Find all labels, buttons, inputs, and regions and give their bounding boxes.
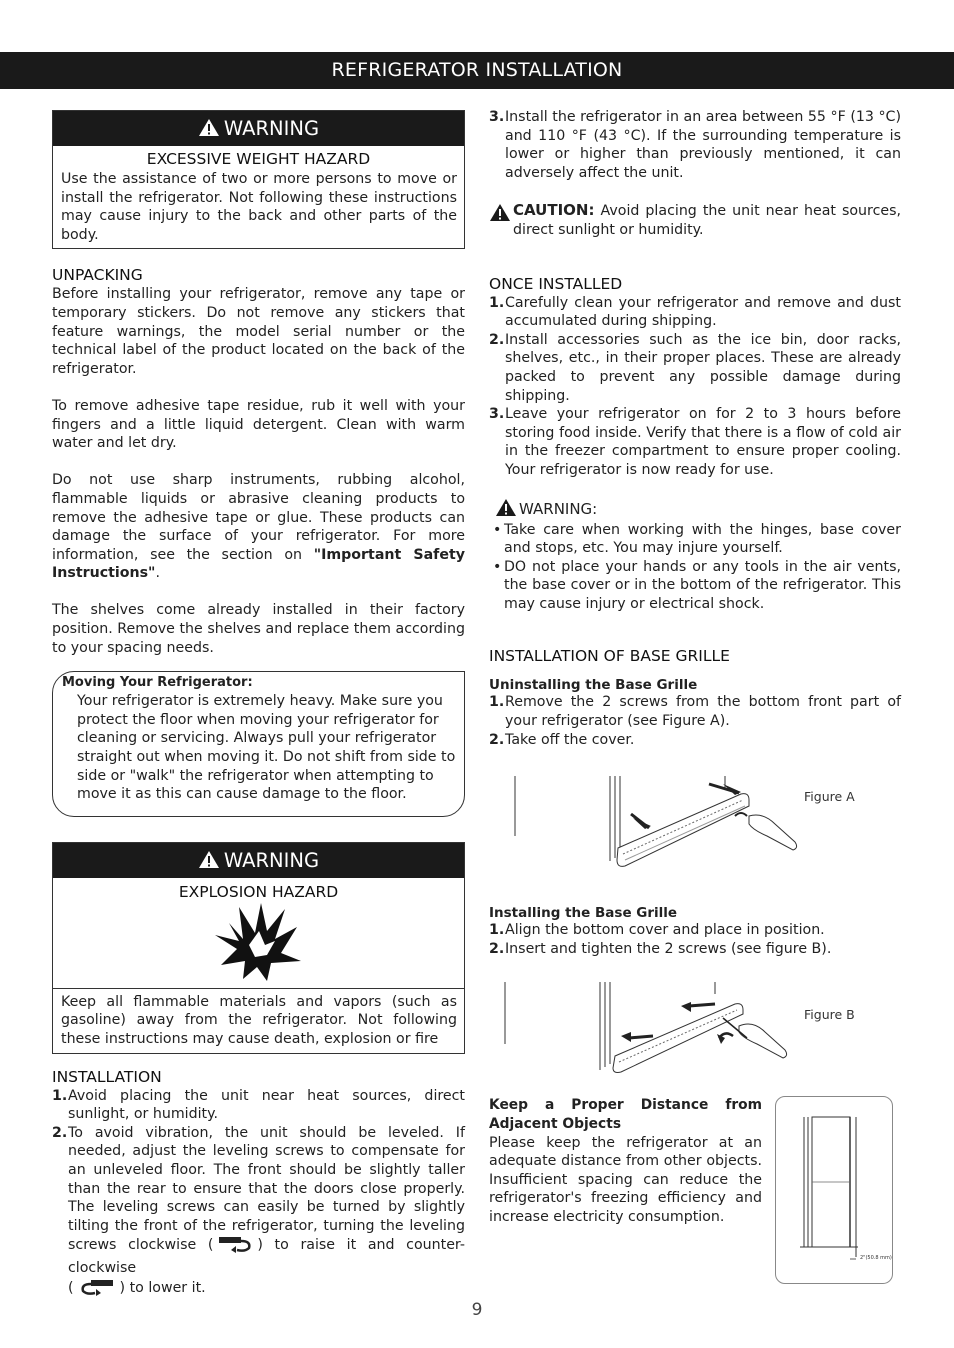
item-number: 2.: [52, 1124, 68, 1141]
clearance-diagram: [775, 1096, 893, 1284]
bullet-icon: •: [493, 521, 502, 538]
right-column: [489, 108, 901, 1284]
distance-section: [489, 1096, 901, 1284]
unpacking-p3-text: Do not use sharp instruments, rubbing alcohol, flammable liquids or abrasive cleaning products to remove the adhesive tape or glue. These products can damage the surface of your refrigerator. For more information, see the section on: [52, 472, 465, 563]
item-text: Remove the 2 screws from the bottom front part of your refrigerator (see Figure A).: [505, 694, 901, 730]
list-item: [489, 521, 901, 558]
warning-header: [53, 111, 464, 146]
caution-text: [513, 201, 901, 239]
counter-clockwise-arrow-icon: [79, 1278, 115, 1302]
item-text: Leave your refrigerator on for 2 to 3 hours before storing food inside. Verify that there is a flow of cold air in the freezer compartment to ensure proper cooling. Your refrigerator is now ready for use.: [505, 406, 901, 478]
warning-label: WARNING: [223, 117, 320, 140]
explosion-hazard-title: EXPLOSION HAZARD: [178, 882, 339, 901]
list-item: [489, 108, 901, 182]
list-item: [489, 294, 901, 331]
explosion-hazard-body: Keep all flammable materials and vapors (such as gasoline) away from the refrigerator. Not following these instructions may cause death, explosion or fire: [61, 993, 457, 1047]
item-number: 1.: [489, 922, 505, 939]
figure-b-illustration: [503, 982, 823, 1092]
weight-hazard-title: EXCESSIVE WEIGHT HAZARD: [146, 150, 371, 168]
once-installed-title: ONCE INSTALLED: [489, 274, 623, 293]
leveling-text-3: ) to lower it.: [119, 1279, 206, 1296]
bullet-icon: •: [493, 558, 502, 575]
item-text: Insert and tighten the 2 screws (see figure B).: [505, 940, 832, 957]
list-item: [489, 693, 901, 730]
warning-note-label: WARNING:: [519, 500, 598, 518]
item-text: Install the refrigerator in an area between 55 °F (13 °C) and 110 °F (43 °C). If the surrounding temperature is lower or higher than previously mentioned, it can adversely affect the unit.: [505, 109, 901, 181]
clockwise-arrow-icon: [217, 1235, 253, 1259]
item-text: Install accessories such as the ice bin, door racks, shelves, etc., in their proper places. These are already packed to prevent any possible damage during shipping.: [505, 331, 901, 404]
item-number: 2.: [489, 331, 505, 348]
installation-title: INSTALLATION: [52, 1067, 162, 1086]
moving-body: Your refrigerator is extremely heavy. Make sure you protect the floor when moving your refrigerator for cleaning or servicing. Always pull your refrigerator straight out when moving it. Do not shift from side to side or "walk" the refrigerator when attempting to move it as this can cause damage to the floor.: [77, 693, 456, 803]
page-header: REFRIGERATOR INSTALLATION: [0, 52, 954, 89]
unpacking-p1: Before installing your refrigerator, remove any tape or temporary stickers. Do not remove any stickers that feature warnings, the model serial number or the technical label of the product located on the back of the refrigerator.: [52, 286, 465, 377]
list-item: [52, 1087, 465, 1124]
weight-warning-box: [52, 110, 465, 249]
list-item: [489, 921, 901, 940]
bullet-text: DO not place your hands or any tools in the air vents, the base cover or in the bottom of the refrigerator. This may cause injury or electrical shock.: [504, 558, 901, 612]
bullet-text: Take care when working with the hinges, base cover and stops, etc. You may injure yourself.: [504, 521, 901, 557]
list-item: [489, 731, 901, 750]
page-number: 9: [471, 1300, 483, 1320]
list-item: [489, 558, 901, 614]
paren-open: (: [68, 1279, 74, 1296]
unpacking-p3-end: .: [155, 565, 160, 582]
warning-header: [53, 843, 464, 878]
item-number: 1.: [489, 694, 505, 711]
figure-a-label: Figure A: [804, 789, 855, 805]
leveling-text-2: ) to raise it and counter-clockwise: [68, 1237, 465, 1276]
warning-triangle-icon: [495, 498, 517, 521]
unpacking-title: UNPACKING: [52, 266, 143, 285]
moving-box: [52, 671, 465, 817]
figure-a: [489, 770, 901, 896]
list-item: [52, 1124, 465, 1301]
item-number: 3.: [489, 406, 505, 423]
warning-label: WARNING: [223, 848, 320, 872]
caution-note: [489, 201, 901, 239]
item-number: 1.: [489, 294, 505, 311]
unpacking-p3: [52, 471, 465, 583]
left-column: [52, 110, 465, 1301]
item-text: [68, 1124, 465, 1301]
unpacking-p4: The shelves come already installed in their factory position. Remove the shelves and replace them according to your spacing needs.: [52, 602, 465, 656]
explosion-icon: [53, 901, 464, 989]
list-item: [489, 331, 901, 405]
figure-a-illustration: [513, 776, 833, 886]
clearance-dimension-label: 2"(50.8 mm): [860, 1255, 892, 1262]
item-number: 1.: [52, 1087, 68, 1104]
distance-title: Keep a Proper Distance from Adjacent Objects: [489, 1097, 762, 1133]
item-text: Take off the cover.: [505, 731, 635, 748]
item-number: 3.: [489, 109, 505, 125]
warning-triangle-icon: [489, 201, 513, 239]
distance-text: [489, 1096, 762, 1284]
warning-triangle-icon: [198, 845, 220, 880]
distance-body: Please keep the refrigerator at an adequate distance from other objects. Insufficient spacing can reduce the refrigerator's freezing efficiency and increase electricity consumption.: [489, 1134, 762, 1225]
safety-link-text: "Important Safety Instructions": [52, 546, 466, 582]
item-text: Avoid placing the unit near heat sources, direct sunlight, or humidity.: [68, 1087, 465, 1123]
warning-note-header: [489, 498, 901, 521]
figure-b-label: Figure B: [804, 1007, 855, 1023]
leveling-text: To avoid vibration, the unit should be leveled. If needed, adjust the leveling screws to compensate for an unleveled floor. The front should be slightly taller than the rear to ensure that the doors close properly. The leveling screws can easily be turned by slightly tilting the front of the refrigerator, turning the leveling screws clockwise (: [68, 1124, 465, 1254]
item-number: 2.: [489, 940, 505, 957]
install-title: Installing the Base Grille: [489, 905, 678, 922]
caution-body: Avoid placing the unit near heat sources, direct sunlight or humidity.: [513, 203, 901, 238]
list-item: [489, 940, 901, 959]
unpacking-p2: To remove adhesive tape residue, rub it well with your fingers and a little liquid detergent. Clean with warm water and let dry.: [52, 397, 465, 452]
moving-title: Moving Your Refrigerator:: [62, 675, 253, 691]
warning-triangle-icon: [198, 113, 220, 148]
figure-b: [489, 974, 901, 1100]
explosion-warning-box: [52, 842, 465, 1054]
caution-label: CAUTION:: [513, 201, 595, 220]
item-number: 2.: [489, 731, 505, 748]
item-text: Align the bottom cover and place in position.: [505, 922, 825, 939]
weight-hazard-body: Use the assistance of two or more persons to move or install the refrigerator. Not following these instructions may cause injury to the back and other parts of the body.: [61, 171, 457, 243]
list-item: [489, 405, 901, 479]
item-text: Carefully clean your refrigerator and remove and dust accumulated during shipping.: [505, 294, 901, 330]
base-grille-title: INSTALLATION OF BASE GRILLE: [489, 647, 730, 666]
uninstall-title: Uninstalling the Base Grille: [489, 677, 698, 694]
